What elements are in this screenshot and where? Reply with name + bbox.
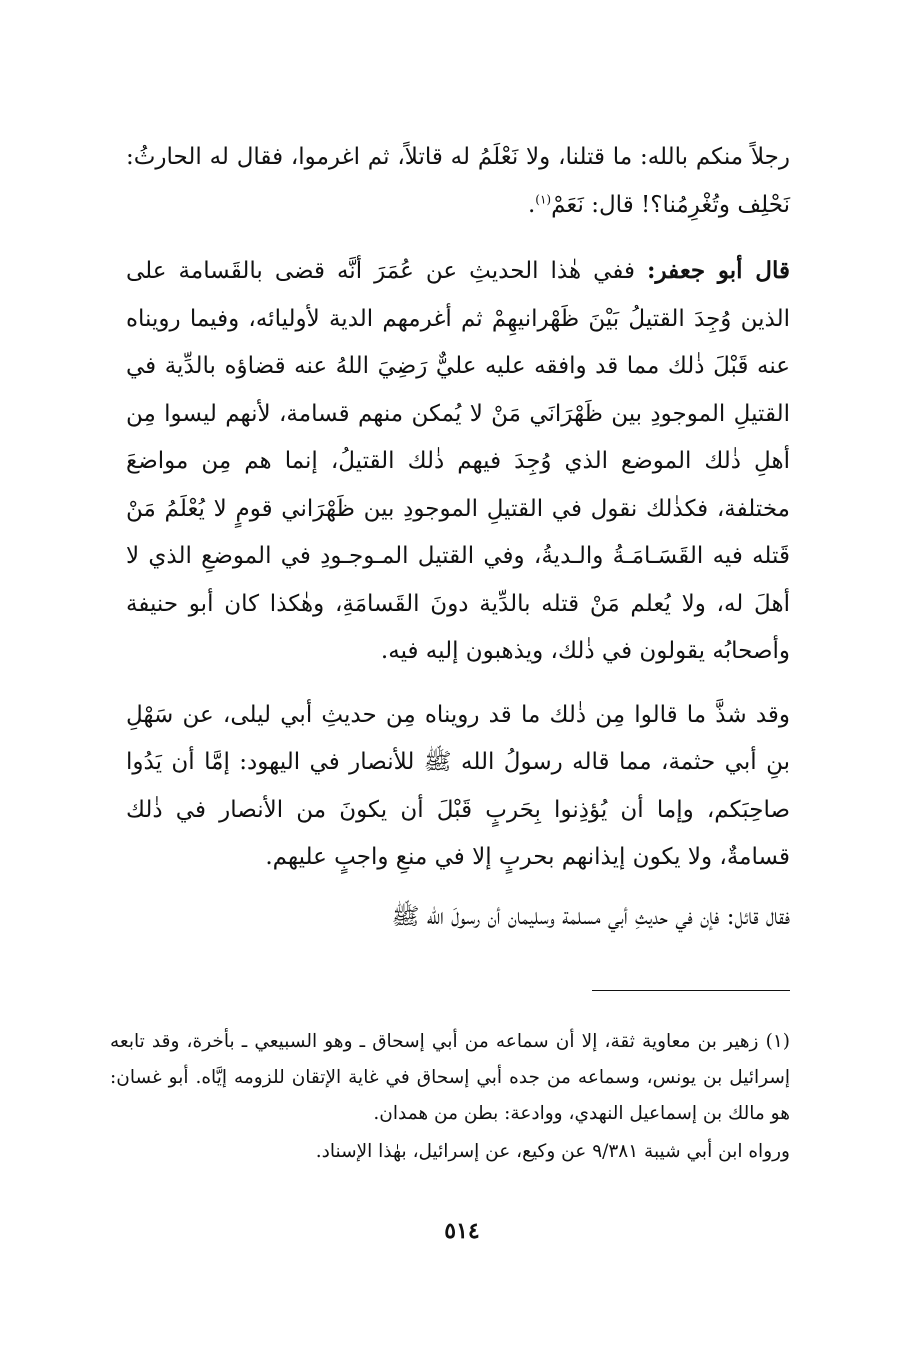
main-text-block — [126, 134, 790, 941]
paragraph-1-text: رجلاً منكم بالله: ما قتلنا، ولا نَعْلَمُ له قاتلاً، ثم اغرموا، فقال له الحارثُ: نَحْلِف وتُغْرِمُنا؟! قال: نَعَمْ — [126, 144, 790, 218]
paragraph-4: فقال قائل: فإن في حديثِ أبي مسلمة وسليمان أن رسولَ الله ﷺ — [391, 903, 790, 930]
footnote-1-continued: ورواه ابن أبي شيبة ٩/٣٨١ عن وكيع، عن إسرائيل، بهٰذا الإسناد. — [315, 1141, 790, 1162]
footnote-1: (١) زهير بن معاوية ثقة، إلا أن سماعه من أبي إسحاق ـ وهو السبيعي ـ بأخرة، وقد تابعه إسرائيل بن يونس، وسماعه من جده أبي إسحاق في غاية الإتقان للزومه إيَّاه. أبو غسان: هو مالك بن إسماعيل النهدي، ووادعة: بطن من همدان. — [110, 1031, 790, 1124]
paragraph-3: وقد شذَّ ما قالوا مِن ذٰلك ما قد رويناه مِن حديثِ أبي ليلى، عن سَهْلِ بنِ أبي حثمة، مما قاله رسولُ الله ﷺ للأنصار في اليهود: إمَّا أن يَدُوا صاحِبَكم، وإما أن يُؤذِنوا بِحَربٍ قَبْلَ أن يكونَ من الأنصار في ذٰلك قسامةٌ، ولا يكون إيذانهم بحربٍ إلا في منعِ واجبٍ عليهم. — [126, 701, 790, 870]
page-number: ٥١٤ — [444, 1218, 480, 1244]
footnote-separator — [592, 990, 790, 991]
footnotes-block — [110, 1024, 790, 1170]
paragraph-1-end: . — [527, 191, 536, 218]
paragraph-2 — [126, 247, 790, 676]
paragraph-2-text: ففي هٰذا الحديثِ عن عُمَرَ أنَّه قضى بالقَسامة على الذين وُجِدَ القتيلُ بَيْنَ ظَهْرانيهِمْ ثم أغرمهم الدية لأوليائه، وفيما رويناه عنه قَبْلَ ذٰلك مما قد وافقه عليه عليٌّ رَضِيَ اللهُ عنه قضاؤه بالدِّية في القتيلِ الموجودِ بين ظَهْرَانَي مَنْ لا يُمكن منهم قسامة، لأنهم ليسوا مِن أهلِ ذٰلك الموضع الذي وُجِدَ فيهم ذٰلك القتيلُ، إنما هم مِن مواضعَ مختلفة، فكذٰلك نقول في القتيلِ الموجودِ بين ظَهْرَاني قومٍ لا يُعْلَمُ مَنْ قَتله فيه القَسَـامَـةُ والـديةُ، وفي القتيل المـوجـودِ في الموضعِ الذي لا أهلَ له، ولا يُعلم مَنْ قتله بالدِّية دونَ القَسامَةِ، وهٰكذا كان أبو حنيفة وأصحابُه يقولون في ذٰلك، ويذهبون إليه فيه. — [126, 258, 790, 664]
paragraph-1 — [126, 134, 790, 229]
footnote-reference-1: (١) — [535, 191, 552, 206]
paragraph-2-lead: قال أبو جعفر: — [647, 257, 790, 284]
